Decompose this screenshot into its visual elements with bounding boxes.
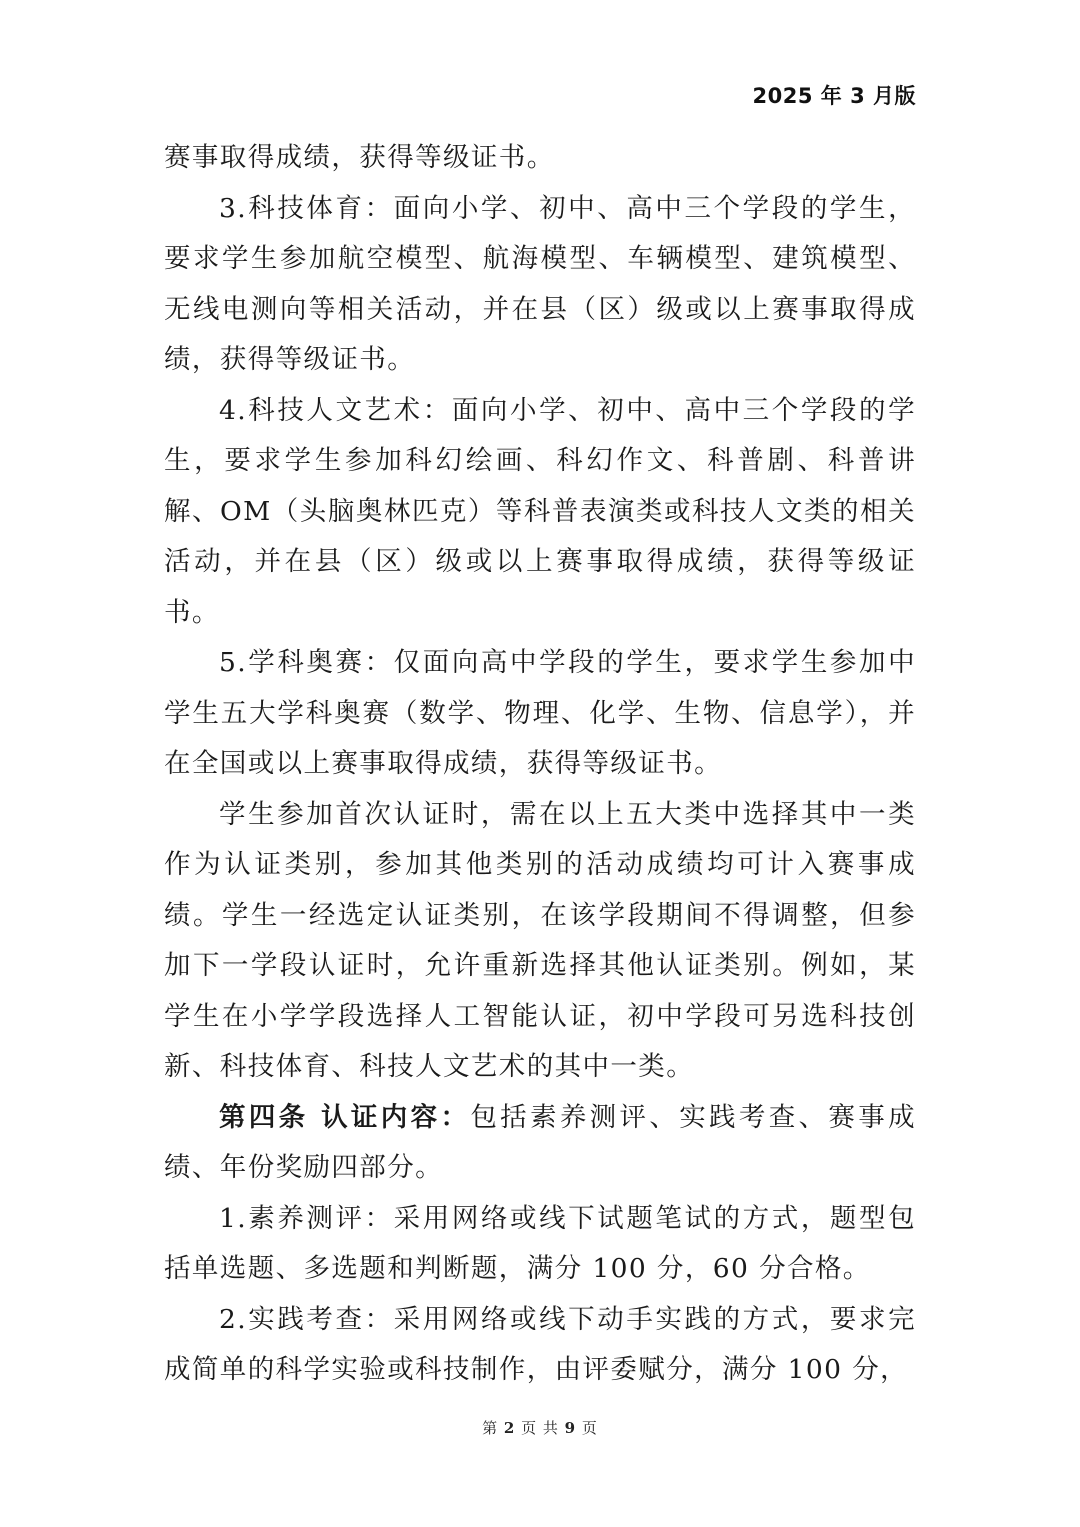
paragraph-tech-humanities-arts: 4.科技人文艺术：面向小学、初中、高中三个学段的学生，要求学生参加科幻绘画、科幻作文、科普剧、科普讲解、OM（头脑奥林匹克）等科普表演类或科技人文类的相关活动，并在县（区）级或以上赛事取得成绩，获得等级证书。 xyxy=(164,394,916,628)
footer-suffix: 页 xyxy=(581,1419,598,1437)
paragraph-subject-olympiad: 5.学科奥赛：仅面向高中学段的学生，要求学生参加中学生五大学科奥赛（数学、物理、化学、生物、信息学），并在全国或以上赛事取得成绩，获得等级证书。 xyxy=(164,647,916,779)
document-version: 2025 年 3 月版 xyxy=(752,84,916,108)
paragraph-practice-exam: 2.实践考查：采用网络或线下动手实践的方式，要求完成简单的科学实验或科技制作，由评委赋分，满分 100 分， xyxy=(164,1303,916,1385)
paragraph-article-four xyxy=(164,1093,916,1194)
article-four-heading: 第四条 认证内容： xyxy=(219,1101,471,1133)
footer-prefix: 第 xyxy=(482,1419,499,1437)
page-footer xyxy=(0,1417,1080,1438)
paragraph-tech-sports: 3.科技体育：面向小学、初中、高中三个学段的学生，要求学生参加航空模型、航海模型、车辆模型、建筑模型、无线电测向等相关活动，并在县（区）级或以上赛事取得成绩，获得等级证书。 xyxy=(164,192,916,375)
paragraph-continuation: 赛事取得成绩，获得等级证书。 xyxy=(164,142,555,173)
document-body xyxy=(164,133,916,1396)
current-page-number: 2 xyxy=(503,1419,516,1437)
paragraph-category-selection: 学生参加首次认证时，需在以上五大类中选择其中一类作为认证类别，参加其他类别的活动成绩均可计入赛事成绩。学生一经选定认证类别，在该学段期间不得调整，但参加下一学段认证时，允许重新选择其他认证类别。例如，某学生在小学学段选择人工智能认证，初中学段可另选科技创新、科技体育、科技人文艺术的其中一类。 xyxy=(164,798,916,1082)
footer-mid: 页 共 xyxy=(521,1419,559,1437)
total-pages-number: 9 xyxy=(564,1419,577,1437)
article-four-text: 包括素养测评、实践考查、赛事成绩、年份奖励四部分。 xyxy=(164,1101,917,1183)
paragraph-literacy-assessment: 1.素养测评：采用网络或线下试题笔试的方式，题型包括单选题、多选题和判断题，满分 100 分，60 分合格。 xyxy=(164,1202,916,1284)
